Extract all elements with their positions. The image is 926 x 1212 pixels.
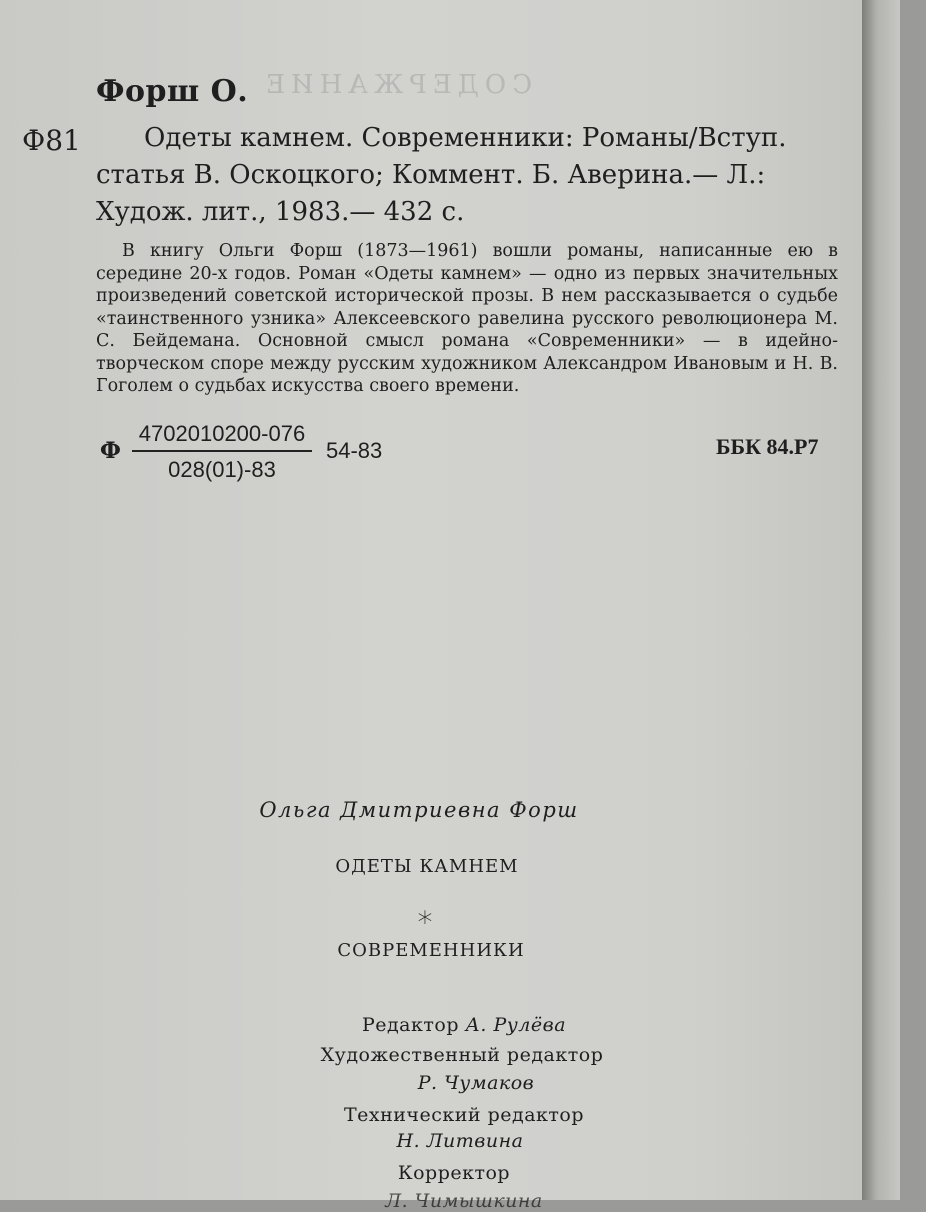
author-heading: Форш О. [96,74,249,109]
asterisk-separator: ⁎ [417,896,433,931]
isbn-denominator: 028(01)-83 [168,457,276,482]
biblio-line: Худож. лит., 1983.— 432 с. [96,197,465,227]
tech-editor-role: Технический редактор [343,1104,585,1126]
bbk-index: ББК 84.Р7 [716,434,819,459]
editor-role: Редактор [361,1014,459,1036]
full-author-name: Ольга Дмитриевна Форш [259,798,579,822]
isbn-numerator: 4702010200-076 [138,421,306,446]
isbn-letter: Ф [100,438,121,464]
fraction-line [132,450,312,452]
abstract-paragraph: В книгу Ольги Форш (1873—1961) вошли романы, написанные ею в середине 20-х годов. Роман «Одеты камнем» — одно из первых значительных произведений советской исторической прозы. В нем рассказывается о судьбе «таинственного узника» Алексеевского равелина русского революционера М. С. Бейдемана. Основной смысл романа «Современники» — в идейно-творческом споре между русским художником Александром Ивановым и Н. В. Гоголем о судьбах искусства своего времени. [96,241,838,396]
title-one: ОДЕТЫ КАМНЕМ [335,856,519,877]
isbn-fraction [132,420,312,484]
art-editor-role: Художественный редактор [320,1044,604,1066]
tech-editor-name: Н. Литвина [396,1130,524,1152]
biblio-line: Одеты камнем. Современники: Романы/Вступ. [144,123,787,153]
classification-code: Ф81 [22,124,81,157]
proofreader-role: Корректор [397,1162,511,1184]
art-editor-name: Р. Чумаков [417,1072,535,1094]
editor-credit [14,1014,914,1036]
isbn-code: 54-83 [326,438,383,463]
editor-name: А. Рулёва [465,1014,567,1036]
show-through-text: СОДЕРЖАНИЕ [260,70,533,100]
biblio-line: статья В. Оскоцкого; Коммент. Б. Аверина.— Л.: [96,160,766,190]
proofreader-name: Л. Чимышкина [385,1190,543,1212]
bibliographic-entry [96,120,846,231]
next-page-edge [862,0,900,1200]
title-two: СОВРЕМЕННИКИ [337,940,525,961]
